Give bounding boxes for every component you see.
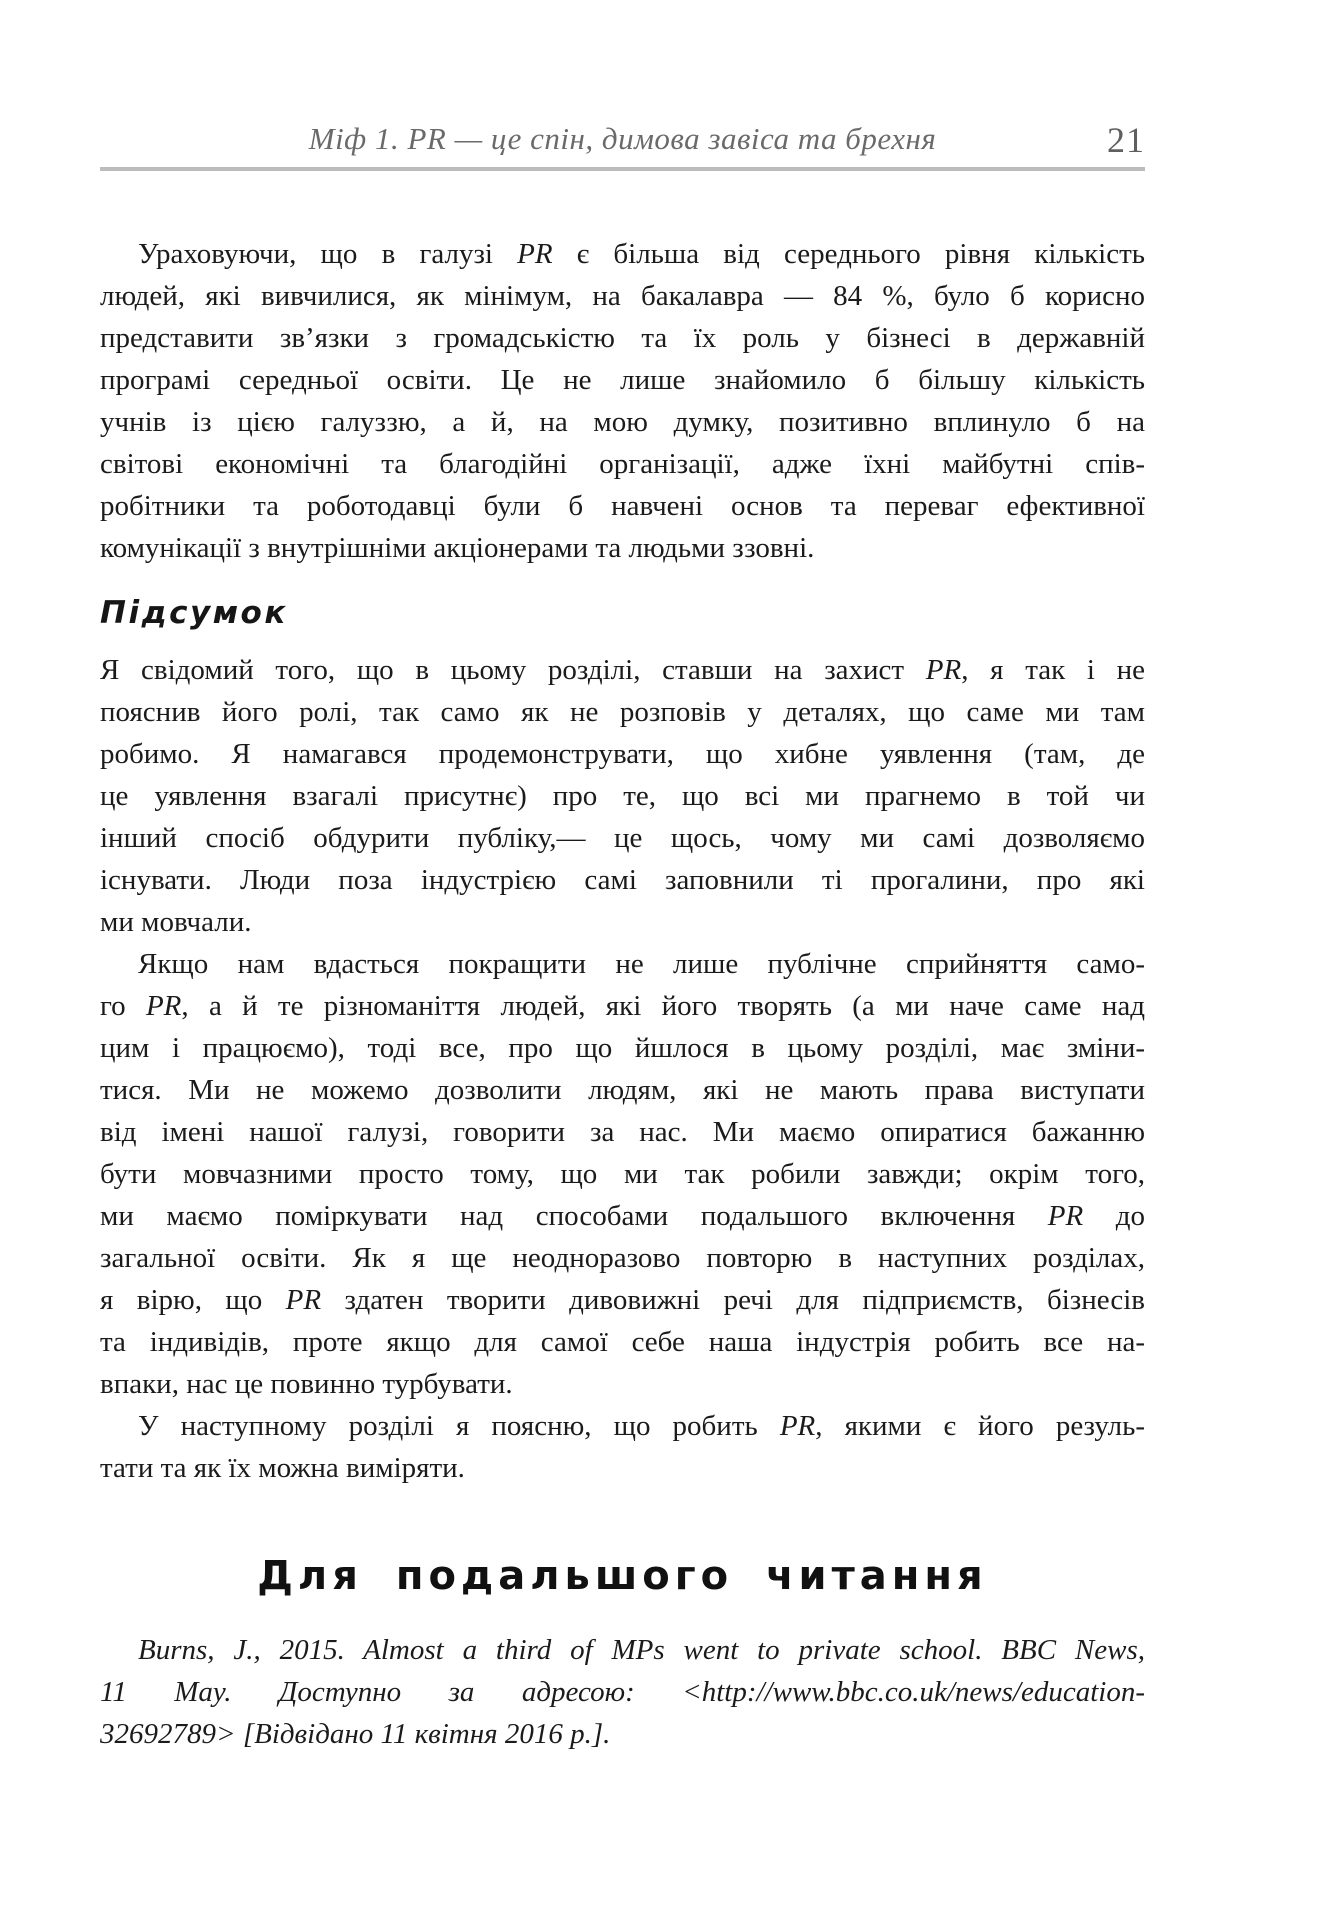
- summary-heading: Підсумок: [100, 595, 288, 631]
- italic-pr-term: PR: [285, 1284, 322, 1316]
- text-line: інший спосіб обдурити публіку,— це щось, чому ми самі дозволяємо: [100, 822, 1145, 854]
- text-line: тати та як їх можна виміряти.: [100, 1452, 465, 1484]
- text-column: [100, 0, 1145, 1755]
- italic-pr-term: PR: [1047, 1200, 1084, 1232]
- paragraph: [100, 943, 1145, 1405]
- italic-pr-term: PR: [517, 238, 553, 270]
- text-line: тися. Ми не можемо дозволити людям, які не мають права виступати: [100, 1074, 1145, 1106]
- text-line: представити зв’язки з громадськістю та їх роль у бізнесі в державній: [100, 322, 1145, 354]
- text-line: 32692789> [Відвідано 11 квітня 2016 р.].: [100, 1718, 611, 1750]
- text-line: людей, які вивчилися, як мінімум, на бакалавра — 84 %, було б корисно: [100, 280, 1145, 312]
- text-line: Ураховуючи, що в галузі PR є більша від середнього рівня кількість: [138, 238, 1145, 270]
- text-line: впаки, нас це повинно турбувати.: [100, 1368, 513, 1400]
- text-line: Якщо нам вдасться покращити не лише публічне сприйняття само-: [138, 948, 1145, 980]
- text-line: 11 May. Доступно за адресою: <http://www.bbc.co.uk/news/education-: [100, 1676, 1145, 1708]
- text-line: робітники та роботодавці були б навчені основ та переваг ефективної: [100, 490, 1145, 522]
- text-line: Burns, J., 2015. Almost a third of MPs went to private school. BBC News,: [138, 1634, 1145, 1666]
- text-line: світові економічні та благодійні організації, адже їхні майбутні спів-: [100, 448, 1145, 480]
- paragraph: [100, 649, 1145, 943]
- italic-pr-term: PR: [145, 990, 182, 1022]
- text-line: пояснив його ролі, так само як не розповів у деталях, що саме ми там: [100, 696, 1145, 728]
- text-line: комунікації з внутрішніми акціонерами та людьми ззовні.: [100, 532, 815, 564]
- text-line: го PR, а й те різноманіття людей, які його творять (а ми наче саме над: [100, 990, 1145, 1022]
- text-line: Я свідомий того, що в цьому розділі, ставши на захист PR, я так і не: [100, 654, 1145, 686]
- citation: [100, 1629, 1145, 1755]
- paragraph: [100, 233, 1145, 569]
- text-line: ми маємо поміркувати над способами подальшого включення PR до: [100, 1200, 1145, 1232]
- italic-pr-term: PR: [925, 654, 962, 686]
- text-line: існувати. Люди поза індустрією самі заповнили ті прогалини, про які: [100, 864, 1145, 896]
- text-line: від імені нашої галузі, говорити за нас. Ми маємо опиратися бажанню: [100, 1116, 1145, 1148]
- header-rule: [100, 167, 1145, 171]
- text-line: я вірю, що PR здатен творити дивовижні речі для підприємств, бізнесів: [100, 1284, 1145, 1316]
- text-line: та індивідів, проте якщо для самої себе наша індустрія робить все на-: [100, 1326, 1145, 1358]
- italic-pr-term: PR: [779, 1410, 816, 1442]
- running-head-title: Міф 1. PR — це спін, димова завіса та брехня: [308, 121, 937, 156]
- text-line: цим і працюємо), тоді все, про що йшлося в цьому розділі, має зміни-: [100, 1032, 1145, 1064]
- text-line: робимо. Я намагався продемонструвати, що хибне уявлення (там, де: [100, 738, 1145, 770]
- text-line: учнів із цією галуззю, а й, на мою думку, позитивно вплинуло б на: [100, 406, 1145, 438]
- running-head: [100, 116, 1145, 162]
- text-line: це уявлення взагалі присутнє) про те, що всі ми прагнемо в той чи: [100, 780, 1145, 812]
- text-line: програмі середньої освіти. Це не лише знайомило б більшу кількість: [100, 364, 1145, 396]
- text-line: У наступному розділі я поясню, що робить PR, якими є його резуль-: [138, 1410, 1145, 1442]
- paragraph: [100, 1405, 1145, 1489]
- text-line: загальної освіти. Як я ще неодноразово повторю в наступних розділах,: [100, 1242, 1145, 1274]
- further-reading-heading: Для подальшого читання: [257, 1553, 988, 1599]
- text-line: бути мовчазними просто тому, що ми так робили завжди; окрім того,: [100, 1158, 1145, 1190]
- text-line: ми мовчали.: [100, 906, 252, 938]
- page-number: 21: [1107, 120, 1145, 160]
- page-content: [100, 233, 1145, 1755]
